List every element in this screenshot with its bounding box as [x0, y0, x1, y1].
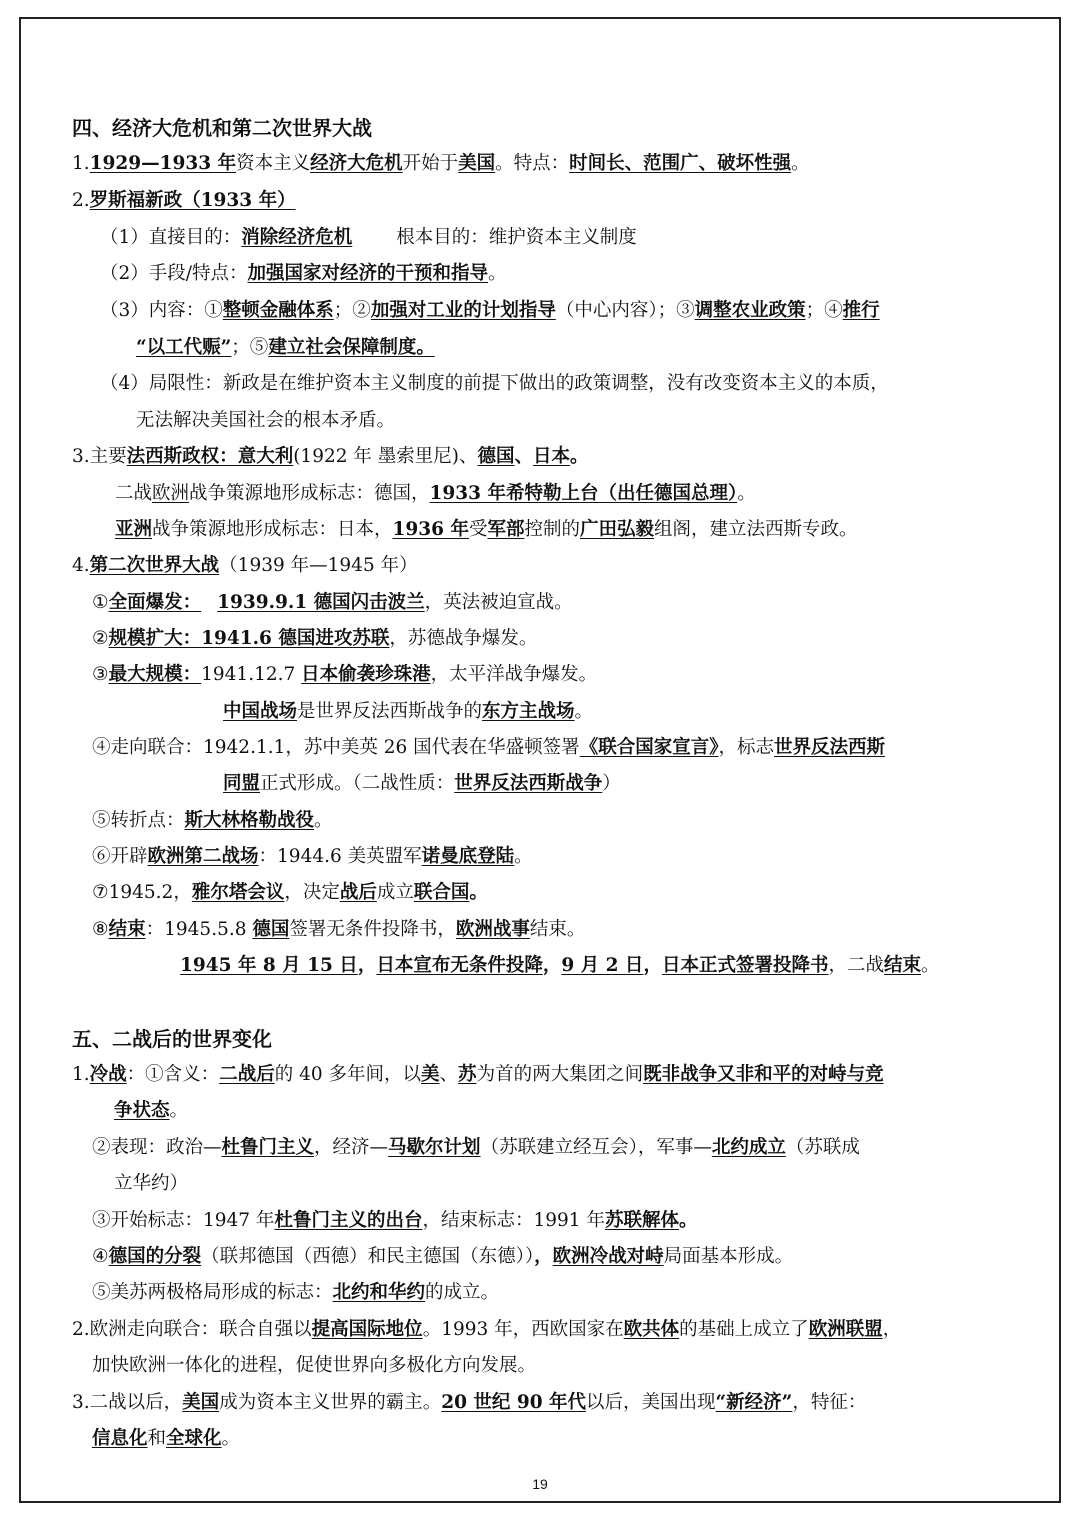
- line-4-4: （2）手段/特点：加强国家对经济的干预和指导。: [100, 263, 507, 284]
- line-5-3: ②表现：政治—杜鲁门主义，经济—马歇尔计划（苏联建立经互会），军事—北约成立（苏联成: [92, 1137, 860, 1158]
- line-4-15: ③最大规模：1941.12.7 日本偷袭珍珠港，太平洋战争爆发。: [92, 664, 598, 685]
- line-4-8: 无法解决美国社会的根本矛盾。: [136, 410, 396, 431]
- line-5-11: 信息化和全球化。: [92, 1428, 241, 1449]
- section-heading-4: 四、经济大危机和第二次世界大战: [72, 116, 372, 140]
- section-heading-5: 五、二战后的世界变化: [72, 1027, 272, 1051]
- line-5-8: 2.欧洲走向联合：联合自强以提高国际地位。1993 年，西欧国家在欧共体的基础上成立了欧洲联盟，: [72, 1319, 902, 1340]
- line-4-12: 4.第二次世界大战（1939 年—1945 年）: [72, 555, 418, 576]
- line-4-21: ⑦1945.2，雅尔塔会议，决定战后成立联合国。: [92, 882, 488, 903]
- line-4-10: 二战欧洲战争策源地形成标志：德国，1933 年希特勒上台（出任德国总理）。: [115, 483, 756, 504]
- line-5-10: 3.二战以后，美国成为资本主义世界的霸主。20 世纪 90 年代以后，美国出现“新经济”，特征：: [72, 1392, 867, 1413]
- line-5-7: ⑤美苏两极格局形成的标志：北约和华约的成立。: [92, 1282, 500, 1303]
- line-4-7: （4）局限性：新政是在维护资本主义制度的前提下做出的政策调整，没有改变资本主义的本质，: [100, 373, 889, 394]
- line-5-1: 1.冷战：①含义：二战后的 40 多年间，以美、苏为首的两大集团之间既非战争又非和平的对峙与竞: [72, 1064, 884, 1085]
- line-5-5: ③开始标志：1947 年杜鲁门主义的出台，结束标志：1991 年苏联解体。: [92, 1210, 698, 1231]
- line-5-2: 争状态。: [114, 1100, 189, 1121]
- line-5-6: ④德国的分裂（联邦德国（西德）和民主德国（东德）），欧洲冷战对峙局面基本形成。: [92, 1246, 794, 1267]
- line-4-17: ④走向联合：1942.1.1，苏中美英 26 国代表在华盛顿签署《联合国家宣言》，标志世界反法西斯: [92, 737, 885, 758]
- line-4-18: 同盟正式形成。（二战性质：世界反法西斯战争）: [223, 773, 621, 794]
- line-4-9: 3.主要法西斯政权：意大利(1922 年 墨索里尼)、德国、日本。: [72, 446, 589, 467]
- line-4-22: ⑧结束：1945.5.8 德国签署无条件投降书，欧洲战事结束。: [92, 919, 586, 940]
- line-4-14: ②规模扩大：1941.6 德国进攻苏联，苏德战争爆发。: [92, 628, 538, 649]
- line-4-20: ⑥开辟欧洲第二战场：1944.6 美英盟军诺曼底登陆。: [92, 846, 533, 867]
- line-4-11: 亚洲战争策源地形成标志：日本，1936 年受军部控制的广田弘毅组阁，建立法西斯专政。: [115, 519, 858, 540]
- line-4-19: ⑤转折点：斯大林格勒战役。: [92, 810, 333, 831]
- line-5-4: 立华约）: [114, 1173, 189, 1194]
- line-4-6: “以工代赈”；⑤建立社会保障制度。: [136, 337, 435, 358]
- line-4-2: 2.罗斯福新政（1933 年）: [72, 190, 296, 211]
- line-4-1: 1.1929—1933 年资本主义经济大危机开始于美国。特点：时间长、范围广、破坏性强。: [72, 153, 810, 174]
- line-5-9: 加快欧洲一体化的进程，促使世界向多极化方向发展。: [92, 1355, 537, 1376]
- line-4-13: ①全面爆发： 1939.9.1 德国闪击波兰，英法被迫宣战。: [92, 592, 573, 613]
- line-4-3: （1）直接目的：消除经济危机 根本目的：维护资本主义制度: [100, 227, 637, 248]
- line-4-23: 1945 年 8 月 15 日，日本宣布无条件投降，9 月 2 日，日本正式签署投降书，二战结束。: [180, 955, 940, 976]
- page-number: 19: [532, 1476, 548, 1492]
- line-4-5: （3）内容：①整顿金融体系；②加强对工业的计划指导（中心内容）；③调整农业政策；④推行: [100, 300, 880, 321]
- line-4-16: 中国战场是世界反法西斯战争的东方主战场。: [223, 701, 594, 722]
